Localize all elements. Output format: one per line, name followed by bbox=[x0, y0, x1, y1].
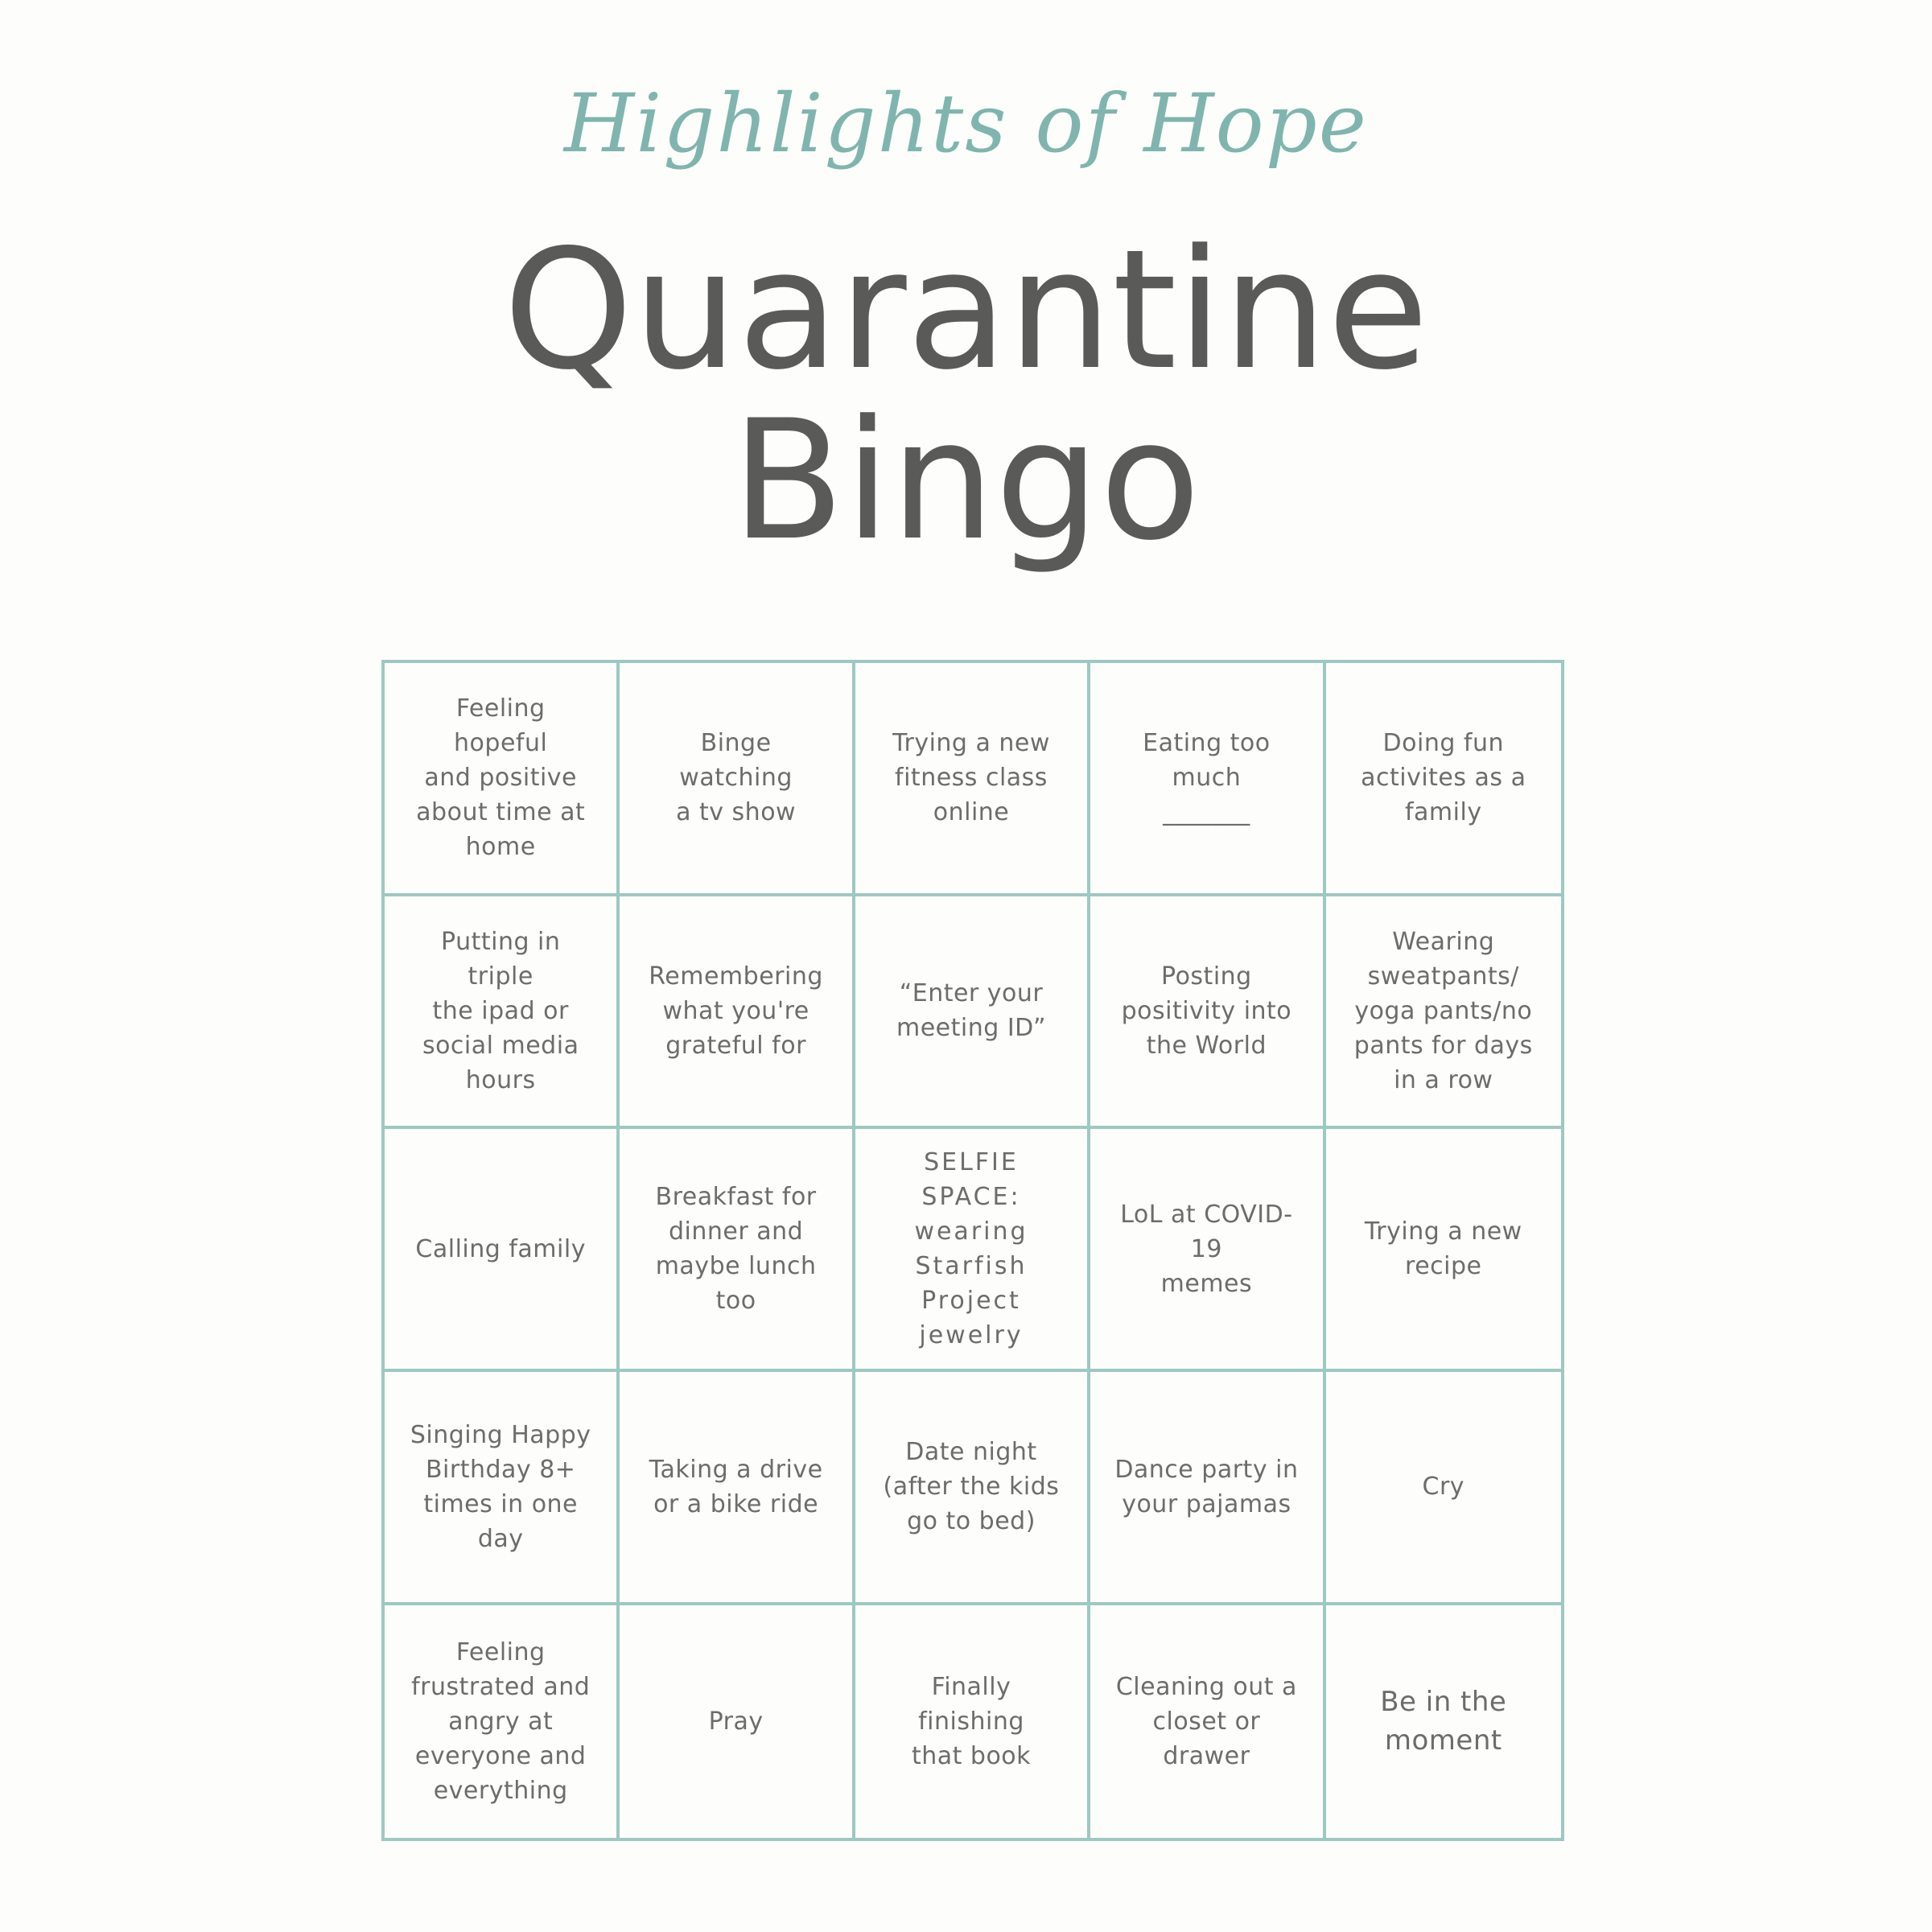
bingo-cell-r1c4: Eating too much _______ bbox=[1090, 663, 1325, 896]
script-title: Highlights of Hope bbox=[564, 76, 1368, 171]
title-line-2: Bingo bbox=[731, 385, 1201, 577]
bingo-cell-r2c1: Putting in triple the ipad or social media hours bbox=[385, 896, 620, 1130]
bingo-cell-r4c2: Taking a drive or a bike ride bbox=[620, 1372, 855, 1605]
bingo-cell-r3c2: Breakfast for dinner and maybe lunch too bbox=[620, 1129, 855, 1372]
bingo-cell-r3c5: Trying a new recipe bbox=[1326, 1129, 1561, 1372]
bingo-cell-r5c3: Finally finishing that book bbox=[855, 1605, 1090, 1839]
bingo-cell-r3c4: LoL at COVID-19 memes bbox=[1090, 1129, 1325, 1372]
bingo-cell-r2c4: Posting positivity into the World bbox=[1090, 896, 1325, 1130]
bingo-cell-r3c1: Calling family bbox=[385, 1129, 620, 1372]
bingo-cell-r4c3: Date night (after the kids go to bed) bbox=[855, 1372, 1090, 1605]
bingo-cell-r4c1: Singing Happy Birthday 8+ times in one day bbox=[385, 1372, 620, 1605]
bingo-grid bbox=[381, 660, 1564, 1841]
bingo-cell-free-space: SELFIE SPACE: wearing Starfish Project jewelry bbox=[855, 1129, 1090, 1372]
bingo-cell-r1c2: Binge watching a tv show bbox=[620, 663, 855, 896]
bingo-cell-r5c2: Pray bbox=[620, 1605, 855, 1839]
bingo-cell-r5c4: Cleaning out a closet or drawer bbox=[1090, 1605, 1325, 1839]
title-line-1: Quarantine bbox=[503, 215, 1429, 406]
bingo-cell-r1c5: Doing fun activites as a family bbox=[1326, 663, 1561, 896]
bingo-cell-r5c5: Be in the moment bbox=[1380, 1686, 1507, 1757]
bingo-cell-r4c5: Cry bbox=[1326, 1372, 1561, 1605]
bingo-cell-r2c3: “Enter your meeting ID” bbox=[855, 896, 1090, 1130]
page-title bbox=[0, 215, 1932, 577]
bingo-cell-r1c3: Trying a new fitness class online bbox=[855, 663, 1090, 896]
bingo-cell-r2c5: Wearing sweatpants/ yoga pants/no pants for days in a row bbox=[1326, 896, 1561, 1130]
bingo-cell-r4c4: Dance party in your pajamas bbox=[1090, 1372, 1325, 1605]
bingo-cell-r5c1: Feeling frustrated and angry at everyone and everything bbox=[385, 1605, 620, 1839]
bingo-cell-r2c2: Remembering what you're grateful for bbox=[620, 896, 855, 1130]
bingo-cell-r1c1: Feeling hopeful and positive about time at home bbox=[385, 663, 620, 896]
